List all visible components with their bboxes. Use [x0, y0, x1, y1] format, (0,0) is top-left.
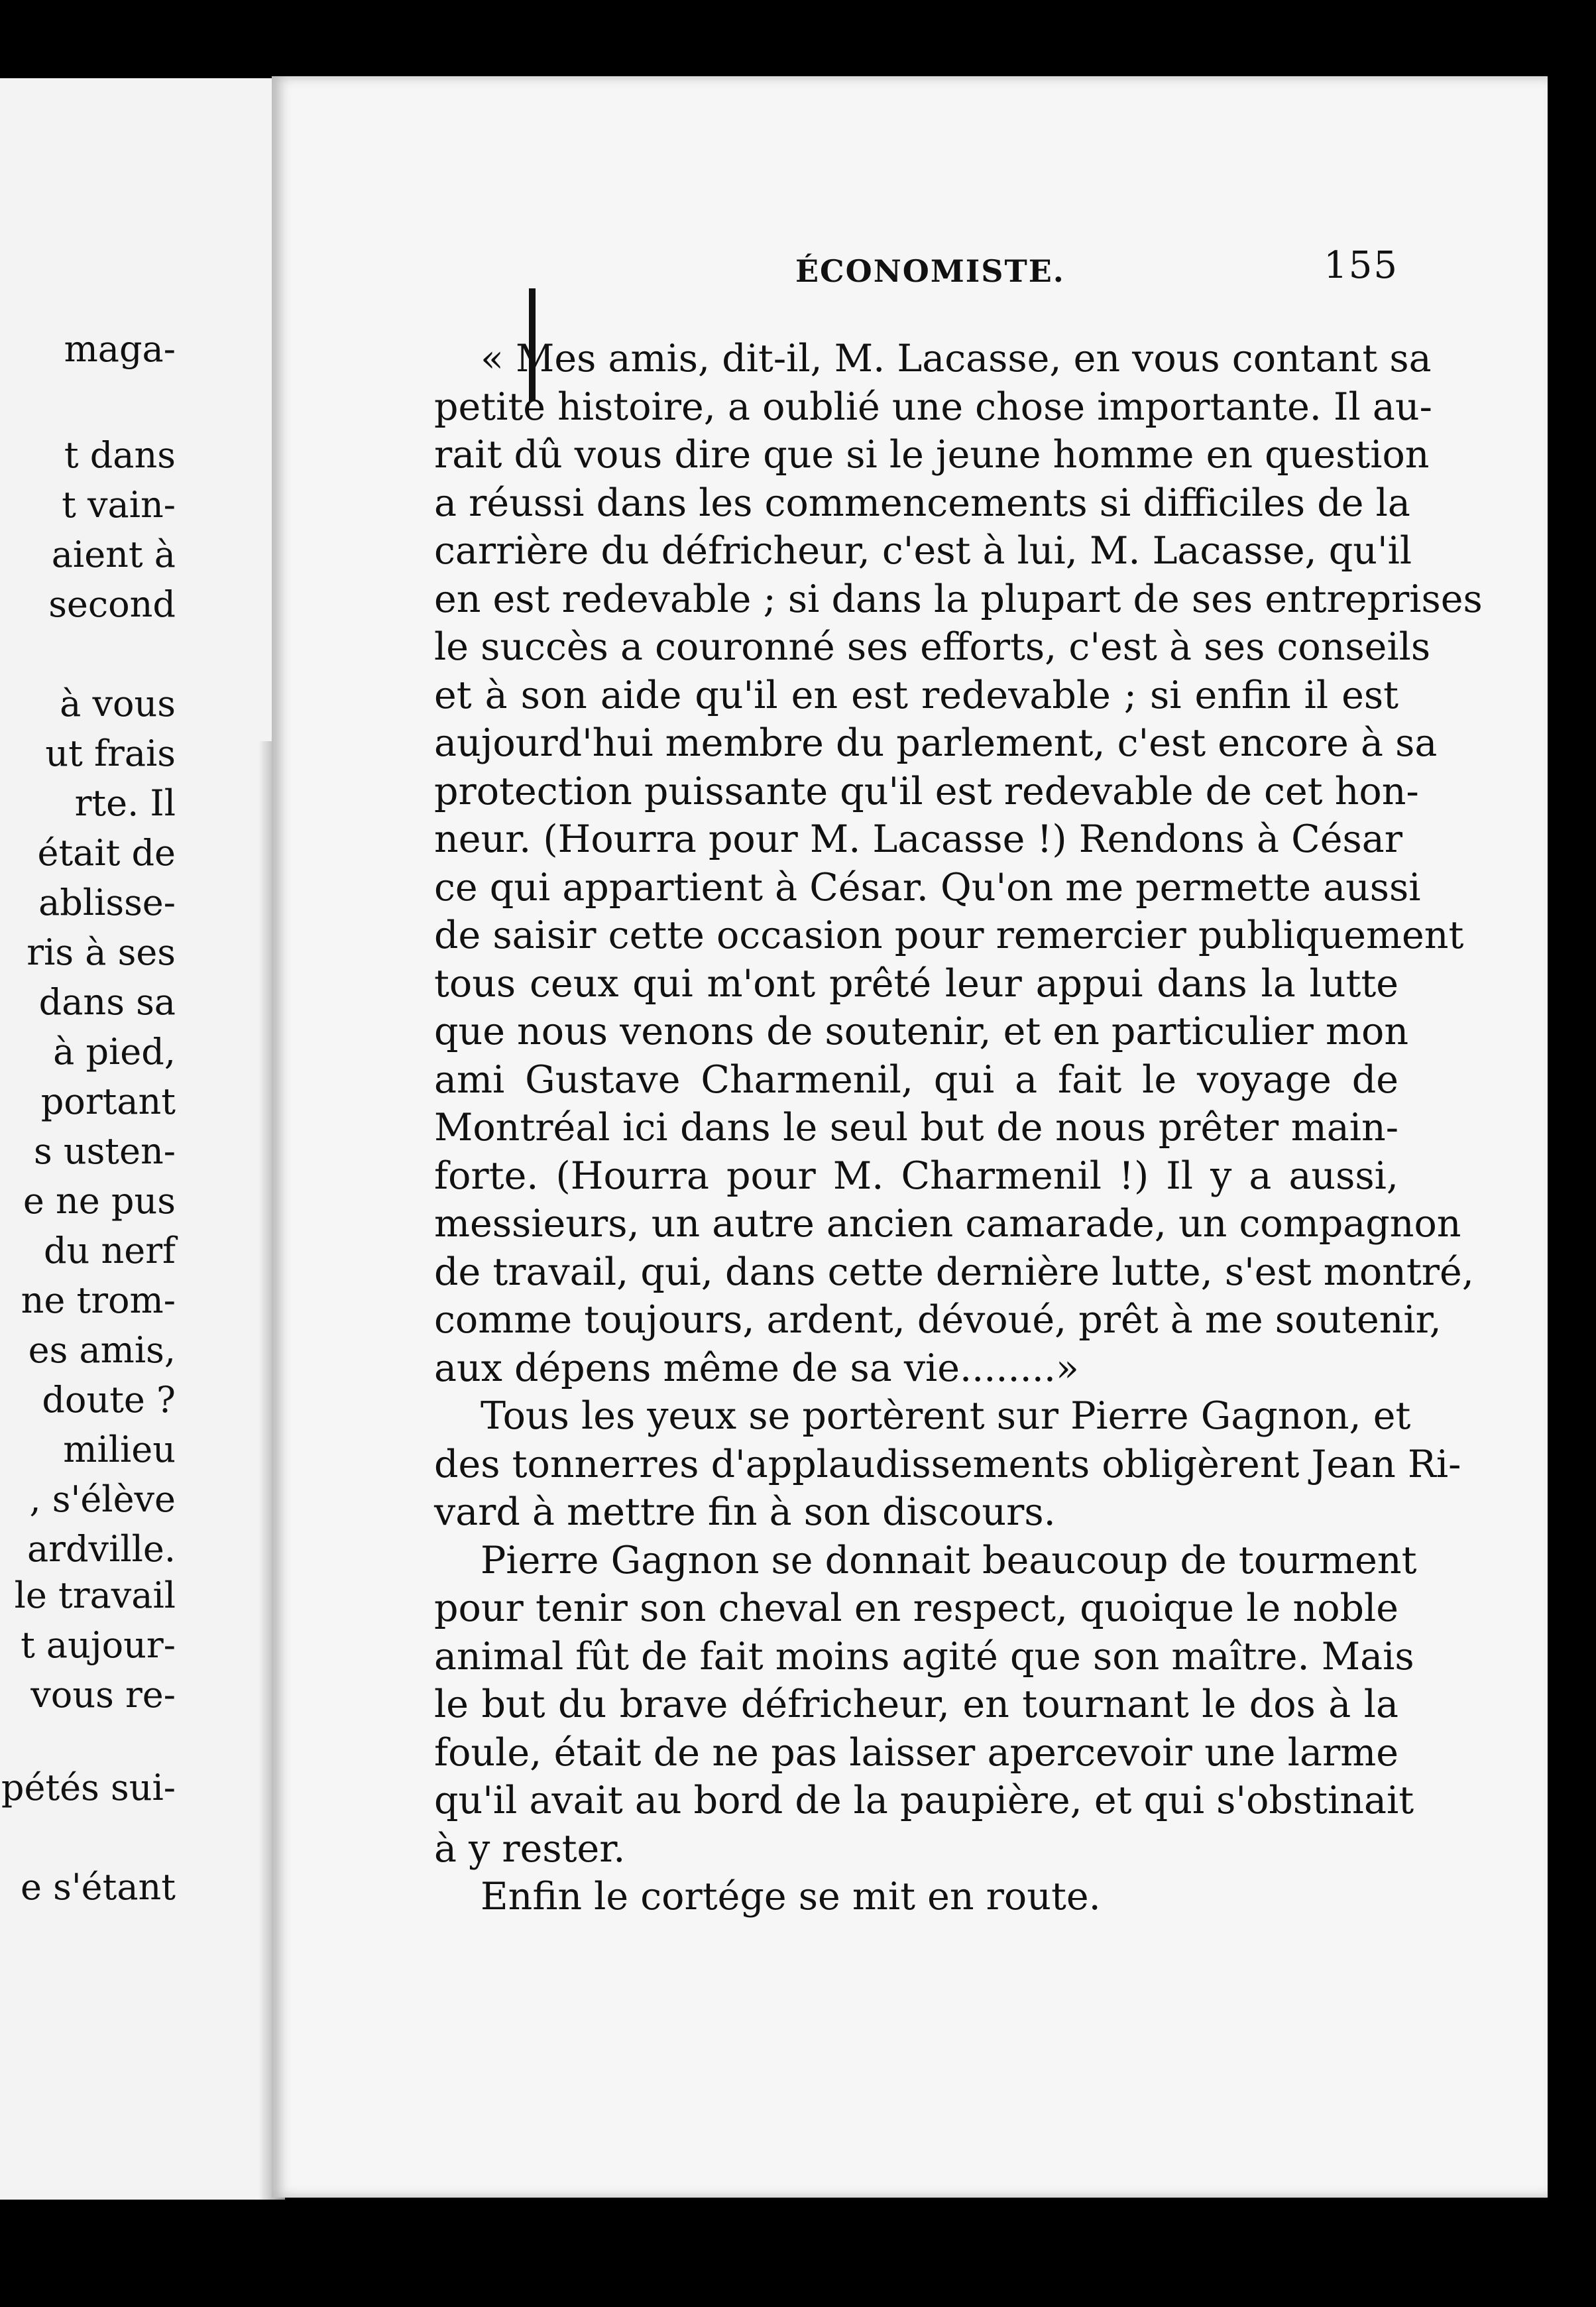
left-page-line: maga-	[64, 328, 176, 370]
text-line: animal fût de fait moins agité que son maître. Mais	[434, 1634, 1414, 1679]
text-line: protection puissante qu'il est redevable de cet hon-	[434, 769, 1419, 813]
text-line: neur. (Hourra pour M. Lacasse !) Rendons à César	[434, 817, 1402, 861]
left-page-line: e ne pus	[23, 1180, 176, 1222]
text-line: foule, était de ne pas laisser apercevoir une larme	[434, 1730, 1398, 1775]
text-line: le but du brave défricheur, en tournant le dos à la	[434, 1683, 1398, 1726]
left-page-line: t vain-	[62, 484, 176, 526]
text-line: et à son aide qu'il en est redevable ; si enfin il est	[434, 673, 1398, 717]
left-page-line: le travail	[14, 1574, 176, 1616]
text-line: « Mes amis, dit-il, M. Lacasse, en vous contant sa	[481, 337, 1432, 381]
left-page-line: rte. Il	[74, 782, 176, 824]
left-page-line: à vous	[60, 683, 176, 725]
left-page-line: à pied,	[53, 1031, 176, 1073]
left-page-line: ris à ses	[27, 931, 176, 973]
left-page-line: e s'étant	[20, 1866, 176, 1908]
left-page-line: es amis,	[28, 1329, 176, 1371]
text-line: de travail, qui, dans cette dernière lutte, s'est montré,	[434, 1250, 1474, 1294]
left-page-line: t dans	[64, 434, 176, 476]
text-line: rait dû vous dire que si le jeune homme en question	[434, 433, 1430, 477]
left-page-line: ablisse-	[38, 882, 176, 923]
text-line: petite histoire, a oublié une chose importante. Il au-	[434, 384, 1432, 429]
text-line: ami Gustave Charmenil, qui a fait le voyage de	[434, 1057, 1398, 1102]
left-page-line: doute ?	[42, 1379, 176, 1421]
text-line: en est redevable ; si dans la plupart de ses entreprises	[434, 577, 1483, 621]
text-line: tous ceux qui m'ont prêté leur appui dans la lutte	[434, 961, 1398, 1006]
page-number: 155	[1324, 244, 1398, 287]
left-page-line: était de	[37, 832, 176, 874]
left-page-line: milieu	[63, 1429, 176, 1470]
left-page-line: pétés sui-	[1, 1767, 176, 1808]
text-line: aux dépens même de sa vie........»	[434, 1346, 1079, 1390]
text-line: vard à mettre fin à son discours.	[434, 1490, 1056, 1534]
running-title: ÉCONOMISTE.	[795, 253, 1065, 289]
text-line: le succès a couronné ses efforts, c'est à ses conseils	[434, 625, 1431, 669]
text-line: carrière du défricheur, c'est à lui, M. Lacasse, qu'il	[434, 529, 1412, 573]
text-line: a réussi dans les commencements si difficiles de la	[434, 481, 1410, 525]
text-line: que nous venons de soutenir, et en particulier mon	[434, 1010, 1409, 1053]
text-line: qu'il avait au bord de la paupière, et qui s'obstinait	[434, 1779, 1414, 1822]
text-line: à y rester.	[434, 1826, 626, 1871]
left-page-line: du nerf	[43, 1230, 176, 1272]
text-line: Enfin le cortége se mit en route.	[481, 1875, 1101, 1919]
text-line: de saisir cette occasion pour remercier publiquement	[434, 914, 1464, 957]
text-line: comme toujours, ardent, dévoué, prêt à me soutenir,	[434, 1298, 1442, 1342]
body-text	[434, 335, 1483, 1921]
text-line: forte. (Hourra pour M. Charmenil !) Il y a aussi,	[434, 1154, 1398, 1198]
text-line: Montréal ici dans le seul but de nous prêter main-	[434, 1106, 1398, 1150]
left-page-line: ne trom-	[21, 1279, 176, 1321]
text-line: ce qui appartient à César. Qu'on me permette aussi	[434, 865, 1421, 910]
text-line: aujourd'hui membre du parlement, c'est encore à sa	[434, 721, 1438, 765]
left-page-line: aient à	[51, 534, 176, 575]
text-line: messieurs, un autre ancien camarade, un compagnon	[434, 1202, 1461, 1246]
left-page-line: s usten-	[33, 1130, 176, 1172]
left-page-line: , s'élève	[29, 1478, 176, 1520]
left-page-line: vous re-	[30, 1674, 176, 1716]
left-page-line: ut frais	[45, 733, 176, 774]
left-page	[0, 78, 285, 2200]
text-line: pour tenir son cheval en respect, quoique le noble	[434, 1586, 1398, 1630]
left-page-line: portant	[40, 1081, 176, 1122]
left-page-line: t aujour-	[21, 1624, 176, 1666]
left-page-line: ardville.	[27, 1528, 176, 1570]
text-line: Pierre Gagnon se donnait beaucoup de tourment	[481, 1538, 1417, 1582]
text-line: Tous les yeux se portèrent sur Pierre Gagnon, et	[481, 1394, 1411, 1438]
left-page-line: second	[48, 583, 176, 625]
text-line: des tonnerres d'applaudissements obligèrent Jean Ri-	[434, 1442, 1461, 1486]
left-page-line: dans sa	[38, 981, 176, 1023]
